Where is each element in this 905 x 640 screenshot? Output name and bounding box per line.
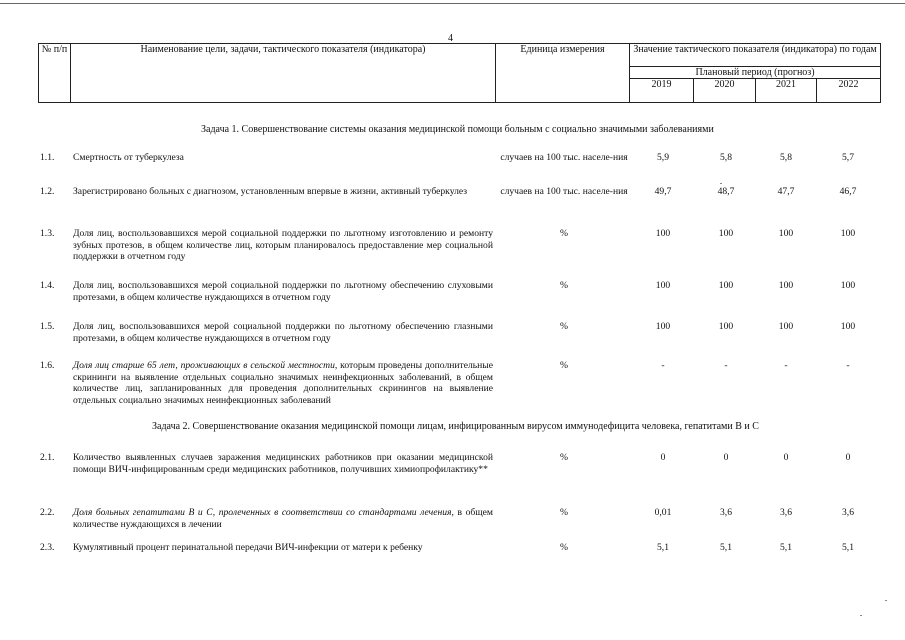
indicator-name xyxy=(73,228,493,263)
value-cell: 5,9 xyxy=(657,152,669,163)
value-cell: 100 xyxy=(718,321,734,332)
value-cell: - xyxy=(846,360,850,371)
value-cell: - xyxy=(724,360,728,371)
indicator-name-text: Кумулятивный процент перинатальной передачи ВИЧ-инфекции от матери к ребенку xyxy=(73,542,423,553)
header-year: 2021 xyxy=(756,79,817,103)
header-num: № п/п xyxy=(39,44,71,103)
value-cell: 100 xyxy=(778,321,794,332)
header-year: 2022 xyxy=(817,79,881,103)
unit-of-measure: % xyxy=(560,360,568,371)
indicator-name-italic: Доля больных гепатитами В и С, пролеченных в соответствии со стандартами лечения, xyxy=(73,507,454,518)
value-cell: 0 xyxy=(723,452,729,463)
value-cell: 100 xyxy=(655,280,671,291)
task-1-heading: Задача 1. Совершенствование системы оказания медицинской помощи больным с социально значимыми заболеваниями xyxy=(201,124,714,135)
header-plan-period: Плановый период (прогноз) xyxy=(630,67,881,79)
header-year: 2019 xyxy=(630,79,694,103)
header-name: Наименование цели, задачи, тактического показателя (индикатора) xyxy=(71,44,496,103)
value-cell: 5,1 xyxy=(657,542,669,553)
indicator-name xyxy=(73,507,493,530)
unit-of-measure: % xyxy=(560,321,568,332)
value-cell: - xyxy=(661,360,665,371)
value-cell: 48,7 xyxy=(717,186,735,197)
value-cell: 49,7 xyxy=(654,186,672,197)
value-cell: 100 xyxy=(655,321,671,332)
unit-of-measure: случаев на 100 тыс. населе-ния xyxy=(500,152,628,163)
value-cell: 47,7 xyxy=(777,186,795,197)
indicator-name xyxy=(73,152,493,164)
value-cell: - xyxy=(784,360,788,371)
indicator-name xyxy=(73,321,493,344)
value-cell: 0 xyxy=(783,452,789,463)
indicator-name xyxy=(73,186,493,198)
value-cell: 5,1 xyxy=(720,542,732,553)
indicator-name xyxy=(73,452,493,475)
row-number: 1.2. xyxy=(40,186,55,197)
indicator-name-text: Смертность от туберкулеза xyxy=(73,152,184,163)
header-table xyxy=(38,43,881,103)
page-number: 4 xyxy=(448,33,453,44)
unit-of-measure: % xyxy=(560,228,568,239)
unit-of-measure: % xyxy=(560,507,568,518)
value-cell: 3,6 xyxy=(780,507,792,518)
value-cell: 100 xyxy=(778,280,794,291)
value-cell: 100 xyxy=(655,228,671,239)
row-number: 2.2. xyxy=(40,507,55,518)
unit-of-measure: % xyxy=(560,542,568,553)
value-cell: 100 xyxy=(718,228,734,239)
value-cell: 0 xyxy=(660,452,666,463)
value-cell: 0,01 xyxy=(654,507,672,518)
header-values-title: Значение тактического показателя (индикатора) по годам xyxy=(630,44,881,67)
value-cell: 5,8 xyxy=(720,152,732,163)
value-cell: 46,7 xyxy=(839,186,857,197)
value-cell: 0 xyxy=(845,452,851,463)
row-number: 2.3. xyxy=(40,542,55,553)
indicator-name xyxy=(73,542,493,554)
row-number: 1.4. xyxy=(40,280,55,291)
row-number: 1.6. xyxy=(40,360,55,371)
row-number: 2.1. xyxy=(40,452,55,463)
value-cell: 5,1 xyxy=(842,542,854,553)
unit-of-measure: случаев на 100 тыс. населе-ния xyxy=(500,186,628,197)
indicator-name xyxy=(73,360,493,406)
scan-speck xyxy=(885,600,887,601)
indicator-name-text: Доля лиц, воспользовавшихся мерой социальной поддержки по льготному изготовлению и ремонту зубных протезов, в общем количестве лиц, которым планировалось предоставление мер социальной поддержки в отчетном году xyxy=(73,228,493,262)
scan-speck xyxy=(860,615,862,616)
indicator-name-text: Доля лиц, воспользовавшихся мерой социальной поддержки по льготному обеспечению глазными протезами, в общем количестве нуждающихся в отчетном году xyxy=(73,321,493,344)
indicator-name-text: которым проведены дополнительные скрининги на выявление отдельных социально значимых неинфекционных заболеваний, в общем количестве лиц, запланированных для проведения дополнительных скринингов на выявление отдельных социально значимых неинфекционных заболеваний xyxy=(73,360,493,406)
value-cell: 5,7 xyxy=(842,152,854,163)
indicator-name-text: Количество выявленных случаев заражения медицинских работников при оказании медицинской помощи ВИЧ-инфицированным среди медицинских работников, получивших химиопрофилактику** xyxy=(73,452,493,475)
value-cell: 100 xyxy=(840,228,856,239)
unit-of-measure: % xyxy=(560,280,568,291)
row-number: 1.3. xyxy=(40,228,55,239)
value-cell: 3,6 xyxy=(720,507,732,518)
value-cell: 100 xyxy=(718,280,734,291)
indicator-name-text: в общем количестве нуждающихся в лечении xyxy=(73,507,493,530)
value-cell: 100 xyxy=(840,321,856,332)
header-year: 2020 xyxy=(694,79,756,103)
indicator-name-text: Зарегистрировано больных с диагнозом, установленным впервые в жизни, активный туберкулез xyxy=(73,186,468,197)
top-border-line xyxy=(0,3,905,4)
value-cell: 5,1 xyxy=(780,542,792,553)
value-cell: 5,8 xyxy=(780,152,792,163)
value-cell: 100 xyxy=(840,280,856,291)
indicator-name-italic: Доля лиц старше 65 лет, проживающих в сельской местности, xyxy=(73,360,338,371)
value-cell: 100 xyxy=(778,228,794,239)
unit-of-measure: % xyxy=(560,452,568,463)
indicator-name xyxy=(73,280,493,303)
value-cell: 3,6 xyxy=(842,507,854,518)
row-number: 1.5. xyxy=(40,321,55,332)
task-2-heading: Задача 2. Совершенствование оказания медицинской помощи лицам, инфицированным вирусом иммунодефицита человека, гепатитами В и С xyxy=(152,421,759,432)
row-number: 1.1. xyxy=(40,152,55,163)
scan-speck xyxy=(720,183,722,184)
header-unit: Единица измерения xyxy=(496,44,630,103)
indicator-name-text: Доля лиц, воспользовавшихся мерой социальной поддержки по льготному обеспечению слуховыми протезами, в общем количестве нуждающихся в отчетном году xyxy=(73,280,493,303)
